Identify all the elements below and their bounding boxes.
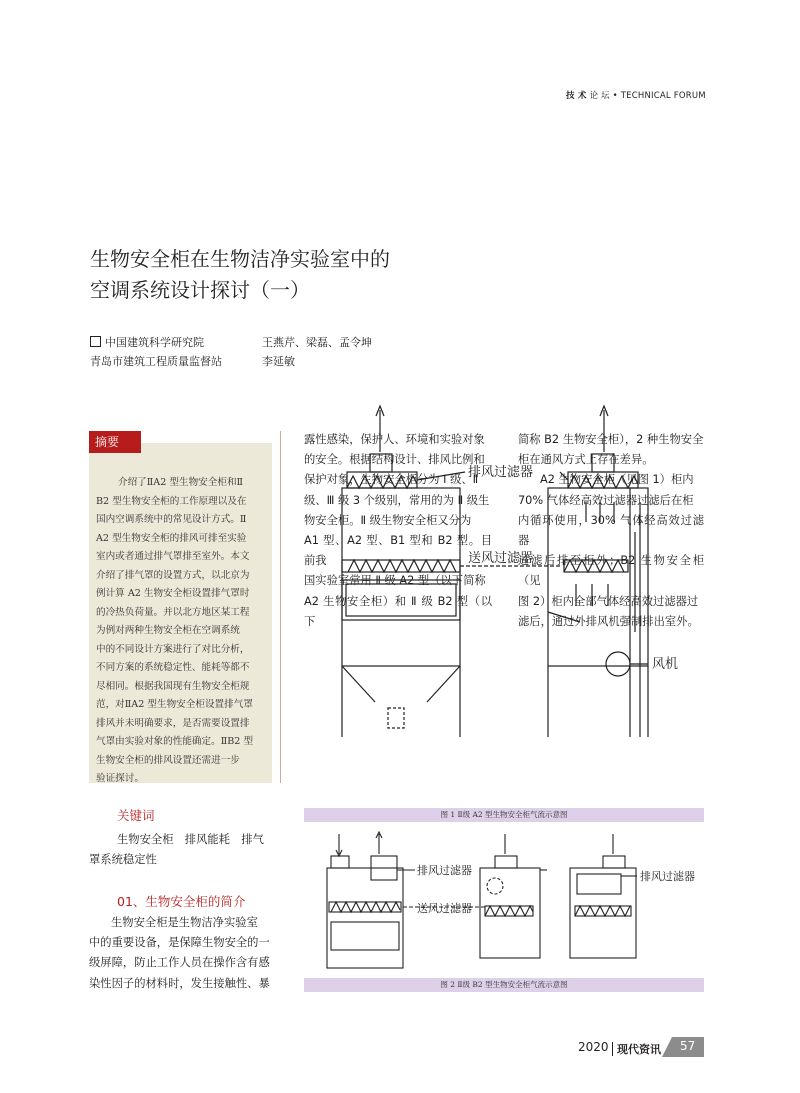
abs-text-line: 的冷热负荷量。并以北方地区某工程	[96, 606, 250, 618]
abs-text-line: 中的不同设计方案进行了对比分析，	[96, 643, 250, 655]
col3-text-line: 70% 气体经高效过滤器过滤后在柜	[518, 493, 694, 507]
author-org-2: 青岛市建筑工程质量监督站	[90, 355, 222, 368]
fig1-fan	[606, 652, 630, 676]
abs-text-line: 室内或者通过排气罩排至室外。本文	[96, 551, 250, 562]
section-1-text	[89, 913, 275, 994]
abs-text-line: 生物安全柜的排风设置还需进一步	[96, 754, 240, 766]
fig2-cabinet-1	[327, 868, 403, 968]
fig2-label-supply: 送风过滤器	[417, 902, 472, 915]
header-section-bold: 技 术	[566, 91, 587, 101]
sec1-text-line: 级屏障，防止工作人员在操作含有感	[89, 956, 270, 970]
col3-text-line: 图 2）柜内全部气体经高效过滤器过	[518, 594, 699, 608]
author-orgs	[90, 333, 222, 371]
col2-text-line: 保护对象，生物安全柜分为 Ⅰ 级、Ⅱ	[304, 473, 479, 487]
col2-text-line: 国实验室常用 Ⅱ 级 A2 型（以下简称	[304, 574, 486, 588]
footer-separator	[612, 1042, 613, 1056]
col3-text-line: 滤后，通过外排风机强制排出室外。	[518, 614, 699, 628]
fig1-leader-exhaust-left	[417, 472, 465, 480]
abs-text-line: 为例对两种生物安全柜在空调系统	[96, 625, 240, 636]
fig2-label-exhaust-2: 排风过滤器	[640, 870, 695, 883]
col2-text-line: 物安全柜。Ⅱ 级生物安全柜又分为	[304, 513, 472, 527]
abs-text-line: B2 型生物安全柜的工作原理以及在	[96, 495, 247, 507]
abstract-label: 摘要	[89, 431, 139, 453]
figure-2-caption: 图 2 Ⅱ级 B2 型生物安全柜气流示意图	[304, 978, 704, 992]
abs-text-line: 例计算 A2 生物安全柜设置排气罩时	[96, 588, 250, 599]
fig1-cabinet-left	[342, 488, 460, 666]
column-divider	[280, 431, 281, 783]
fig1-duct-left	[370, 454, 392, 472]
col3-text-line: 柜在通风方式上存在差异。	[518, 453, 654, 467]
footer-journal: 现代资讯	[617, 1043, 661, 1056]
fig2-label-exhaust-1: 排风过滤器	[417, 864, 472, 877]
figure-1-caption: 图 1 Ⅱ级 A2 型生物安全柜气流示意图	[304, 808, 704, 822]
section-1-heading: 01、生物安全柜的简介	[117, 894, 246, 909]
abs-text-line: 尽相同。根据我国现有生物安全柜规	[96, 680, 250, 692]
fig1-sash-left	[342, 580, 460, 620]
col2-text-line: 的安全。根据结构设计、排风比例和	[304, 453, 485, 467]
abstract-label-bar	[139, 431, 141, 453]
square-bullet-icon	[90, 336, 101, 347]
col2-text-line: A2 生物安全柜）和 Ⅱ 级 B2 型（以下	[304, 594, 492, 628]
author-names	[262, 333, 372, 371]
keywords-line-1: 生物安全柜 排风能耗 排气	[117, 833, 264, 846]
abs-text-line: 介绍了排气罩的设置方式，以北京为	[96, 569, 250, 581]
col2-text-line: A1 型、A2 型、B1 型和 B2 型。目前我	[304, 534, 492, 568]
fig1-label-exhaust: 排风过滤器	[468, 465, 534, 480]
figure-1-diagram	[330, 392, 700, 802]
figure-2-diagram	[315, 826, 705, 971]
sec1-text-line: 中的重要设备，是保障生物安全的一	[89, 936, 270, 950]
author-names-1: 王燕芹、梁磊、孟令坤	[262, 336, 372, 349]
col2-text-line: 级、Ⅲ 级 3 个级别，常用的为 Ⅱ 级生	[304, 493, 490, 507]
running-header	[566, 89, 706, 101]
abs-text-line: 范，对ⅡA2 型生物安全柜设置排气罩	[96, 699, 253, 710]
keywords-line-2: 罩系统稳定性	[89, 853, 157, 867]
abstract-text	[96, 474, 266, 789]
page-number: 57	[680, 1039, 696, 1053]
title-line-1: 生物安全柜在生物洁净实验室中的	[90, 247, 390, 271]
fig1-label-supply: 送风过滤器	[468, 551, 534, 566]
title-line-2: 空调系统设计探讨（一）	[90, 278, 310, 302]
col3-text-line: 内循环使用，30% 气体经高效过滤器	[518, 513, 704, 548]
abs-text-line: 国内空调系统中的常见设计方式。Ⅱ	[96, 514, 247, 525]
abs-text-line: 气罩由实验对象的性能确定。ⅡB2 型	[96, 736, 254, 747]
abs-text-line: 介绍了ⅡA2 型生物安全柜和Ⅱ	[118, 477, 244, 488]
col2-text-line: 露性感染，保护人、环境和实验对象	[304, 433, 485, 446]
header-section: 论 坛 • TECHNICAL FORUM	[589, 91, 706, 101]
keywords-heading: 关键词	[117, 808, 155, 823]
fig1-cabinet-right	[548, 488, 648, 666]
sec1-text-line: 生物安全柜是生物洁净实验室	[111, 916, 258, 929]
abs-text-line: A2 型生物安全柜的排风可排至实验	[96, 532, 247, 544]
col3-text-line: 过滤后排至柜外；B2 生物安全柜（见	[518, 554, 704, 588]
author-names-2: 李延敏	[262, 355, 295, 368]
abs-text-line: 排风并未明确要求，是否需要设置排	[96, 717, 250, 729]
footer-year: 2020	[578, 1040, 609, 1054]
keywords-text	[89, 830, 273, 870]
author-org-1: 中国建筑科学研究院	[105, 336, 204, 349]
article-title	[90, 244, 390, 306]
sec1-text-line: 染性因子的材料时，发生接触性、暴	[89, 976, 270, 990]
abs-text-line: 不同方案的系统稳定性、能耗等都不	[96, 662, 250, 673]
fig1-label-fan: 风机	[652, 657, 679, 672]
col3-text-line: A2 生物安全柜（见图 1）柜内	[540, 473, 694, 487]
abs-text-line: 验证探讨。	[96, 773, 144, 784]
col3-text-line: 简称 B2 生物安全柜），2 种生物安全	[518, 433, 704, 446]
